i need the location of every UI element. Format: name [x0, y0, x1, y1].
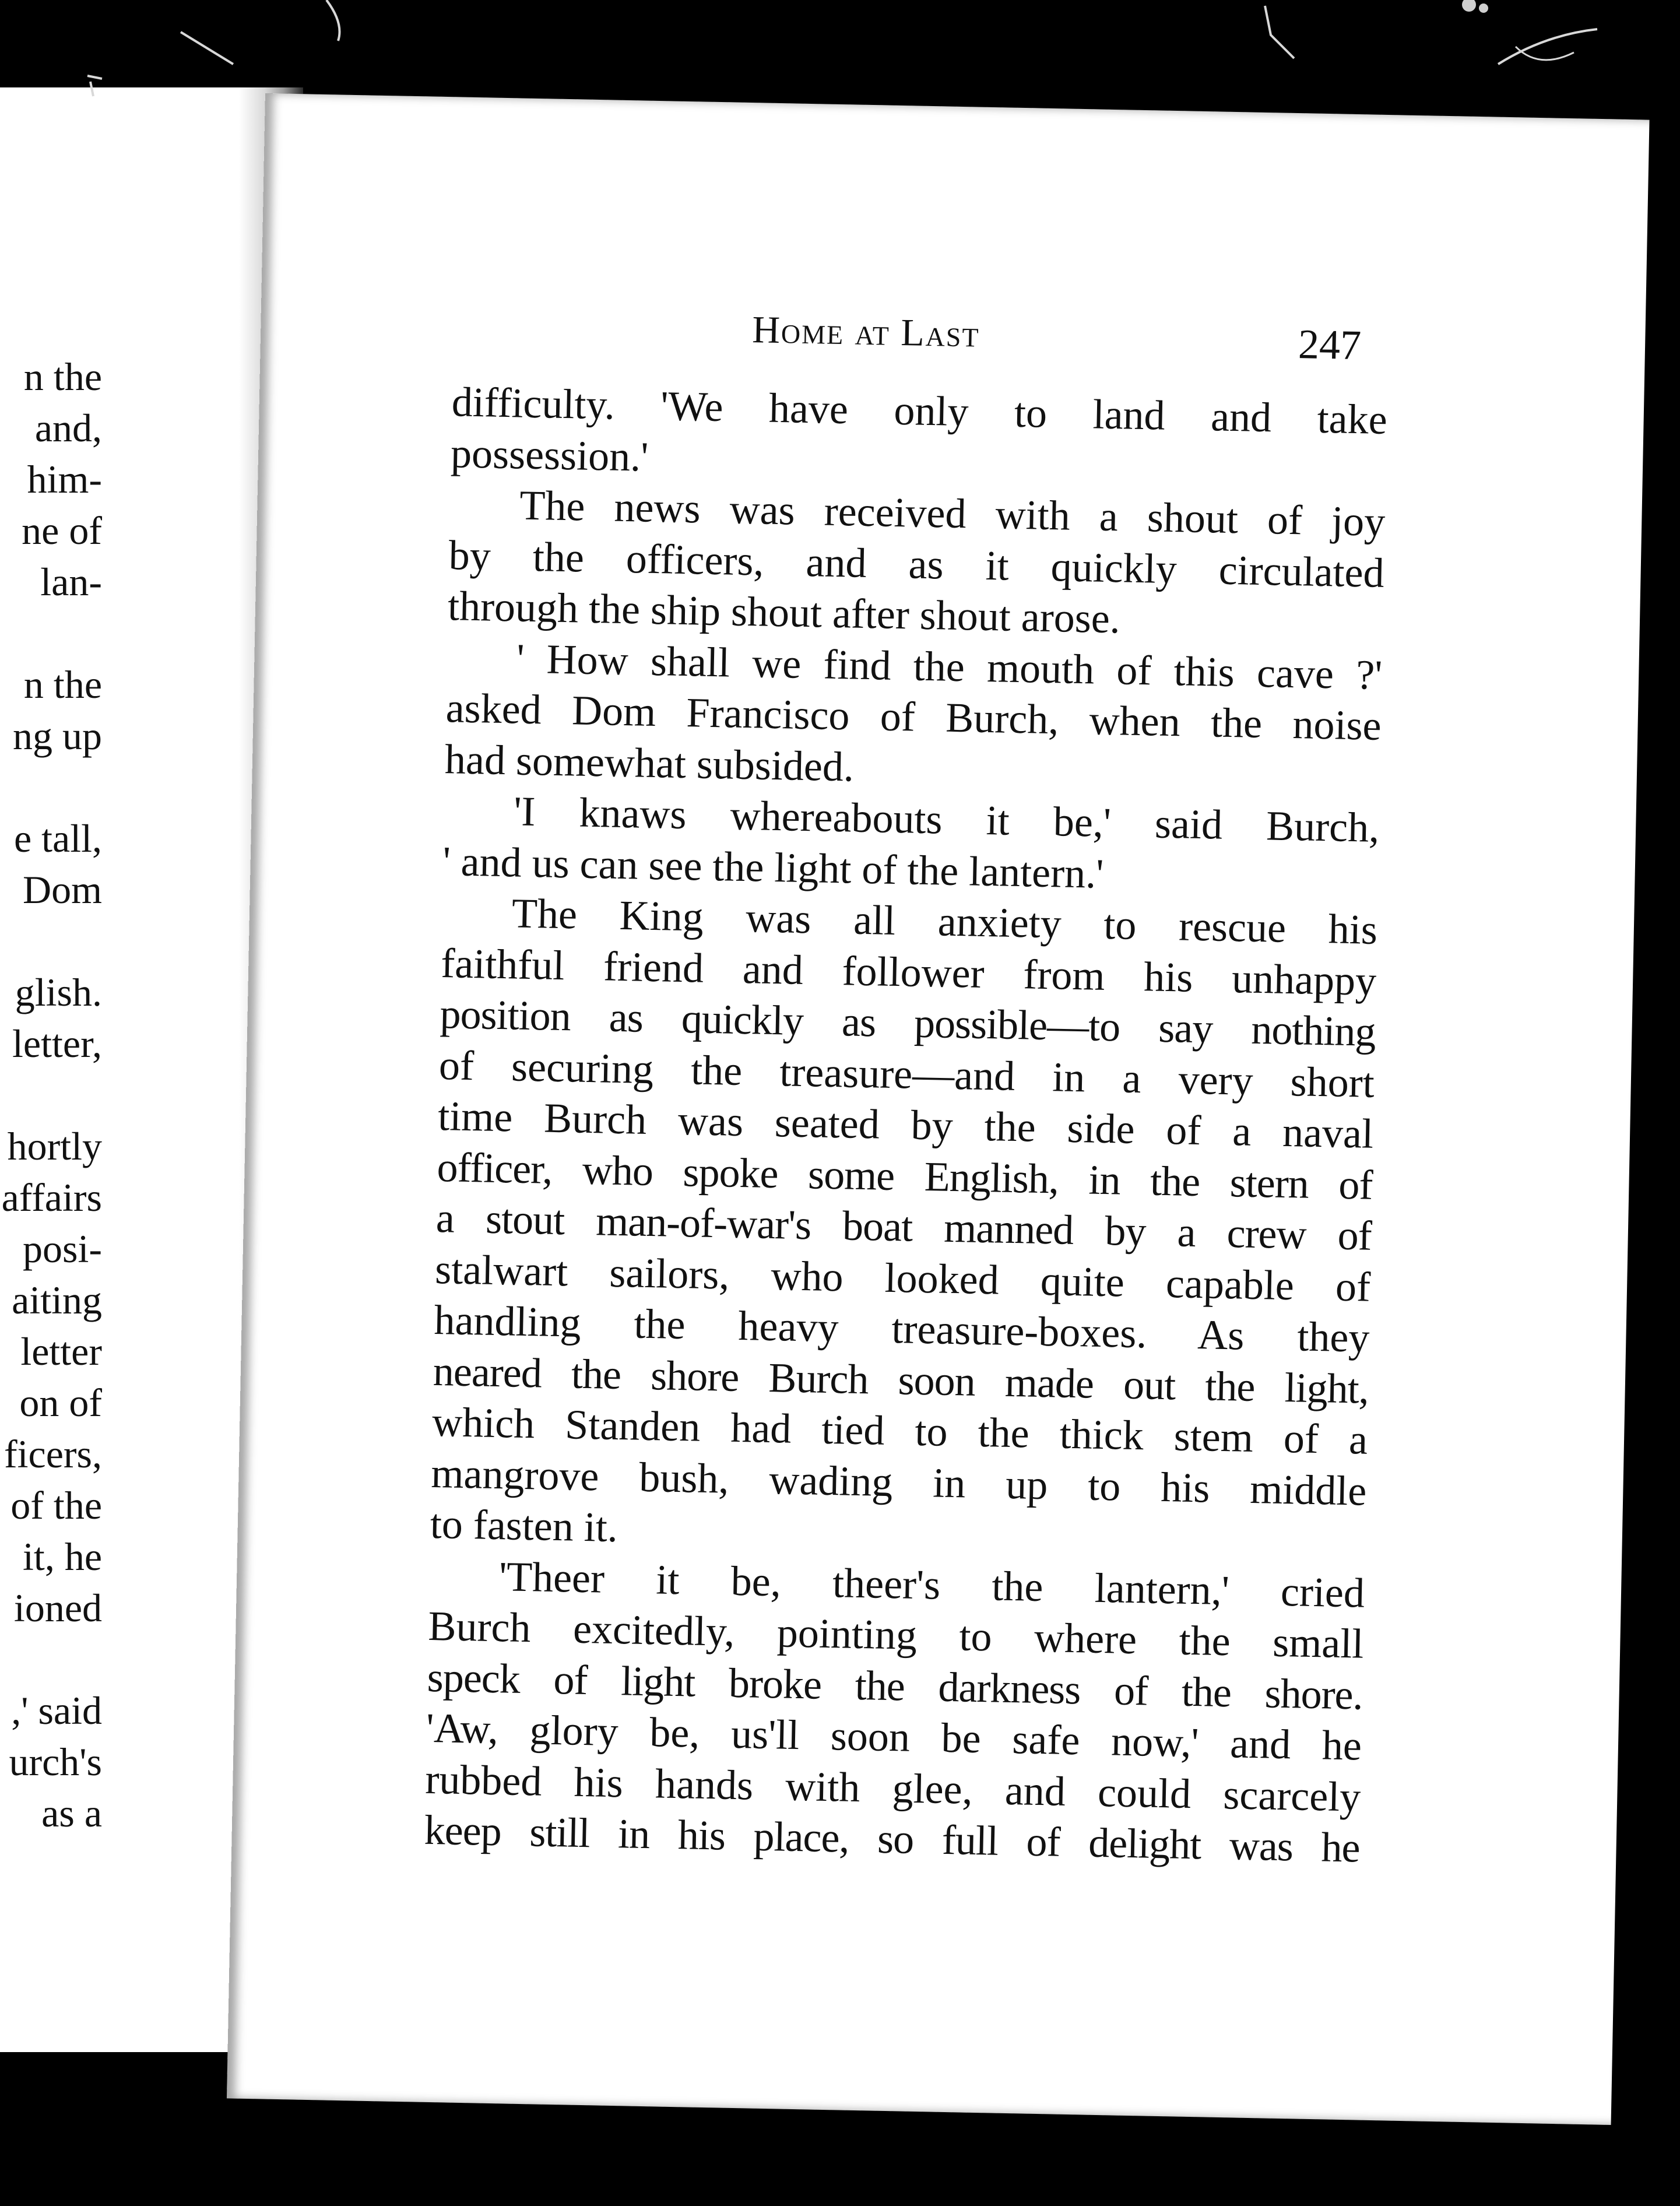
- text-line: neared the shore Burch soon made out the light,: [433, 1347, 1369, 1413]
- text-line: a stout man-of-war's boat manned by a crew of: [435, 1194, 1372, 1259]
- facing-line: glish.: [15, 970, 102, 1014]
- facing-line: e tall,: [13, 816, 102, 860]
- facing-line: n the: [23, 662, 102, 707]
- text-line: asked Dom Francisco of Burch, when the noise: [445, 684, 1382, 749]
- facing-line: affairs: [1, 1175, 102, 1220]
- text-line: by the officers, and as it quickly circulated: [448, 531, 1385, 596]
- facing-line: Dom: [23, 867, 102, 912]
- text-line: stalwart sailors, who looked quite capable of: [434, 1245, 1371, 1311]
- text-line: which Standen had tied to the thick stem of a: [431, 1398, 1368, 1463]
- text-line: ' and us can see the light of the lantern.': [442, 837, 1104, 897]
- text-line: faithful friend and follower from his unhappy: [440, 939, 1377, 1004]
- text-line: handling the heavy treasure-boxes. As they: [433, 1296, 1370, 1361]
- scan-debris: [0, 0, 1680, 117]
- book-page: [227, 93, 1650, 2125]
- text-line: through the ship shout after shout arose.: [447, 582, 1121, 642]
- facing-line: it, he: [23, 1534, 102, 1579]
- facing-line: urch's: [9, 1740, 102, 1784]
- text-line: 'Theer it be, theer's the lantern,' cried: [498, 1552, 1365, 1617]
- facing-line: n the: [23, 354, 102, 399]
- facing-line: as a: [41, 1791, 102, 1835]
- facing-line: him-: [27, 457, 102, 501]
- text-line: had somewhat subsided.: [444, 735, 855, 791]
- text-line: difficulty. 'We have only to land and take: [451, 378, 1388, 444]
- text-line: time Burch was seated by the side of a naval: [437, 1093, 1374, 1157]
- text-line: officer, who spoke some English, in the stern of: [436, 1143, 1373, 1209]
- text-line: ' How shall we find the mouth of this cave ?': [516, 634, 1383, 698]
- text-line: to fasten it.: [430, 1500, 618, 1551]
- facing-line: letter: [20, 1329, 102, 1374]
- text-line: of securing the treasure—and in a very short: [438, 1041, 1375, 1106]
- text-line: keep still in his place, so full of delight was he: [424, 1806, 1361, 1871]
- text-line: speck of light broke the darkness of the shore.: [427, 1653, 1363, 1719]
- text-line: 'Aw, glory be, us'll soon be safe now,' and he: [426, 1704, 1362, 1769]
- facing-line: letter,: [12, 1021, 102, 1066]
- facing-page-fragment: [0, 87, 239, 2052]
- body-text: [424, 377, 1387, 1874]
- facing-line: aiting: [12, 1278, 102, 1322]
- facing-line: on of: [19, 1380, 102, 1425]
- facing-line: posi-: [23, 1227, 102, 1271]
- text-line: The news was received with a shout of joy: [519, 482, 1386, 546]
- text-line: Burch excitedly, pointing to where the small: [427, 1602, 1365, 1667]
- facing-line: ne of: [22, 508, 102, 553]
- facing-line: hortly: [7, 1124, 102, 1168]
- text-line: possession.': [450, 429, 649, 480]
- facing-line: and,: [34, 406, 102, 450]
- text-line: position as quickly as possible—to say nothing: [439, 990, 1376, 1055]
- facing-line: ioned: [13, 1586, 102, 1630]
- facing-line: of the: [10, 1483, 102, 1527]
- facing-line: lan-: [40, 560, 102, 604]
- text-line: mangrove bush, wading in up to his middle: [430, 1449, 1368, 1515]
- text-line: rubbed his hands with glee, and could scarcely: [424, 1755, 1362, 1821]
- text-line: The King was all anxiety to rescue his: [511, 890, 1378, 953]
- facing-line: ,' said: [11, 1688, 102, 1733]
- facing-line: ng up: [13, 714, 102, 758]
- running-head: Home at Last: [751, 308, 980, 356]
- page-number: 247: [1298, 321, 1362, 369]
- text-line: 'I knaws whereabouts it be,' said Burch,: [513, 788, 1380, 851]
- facing-line: ficers,: [3, 1432, 102, 1476]
